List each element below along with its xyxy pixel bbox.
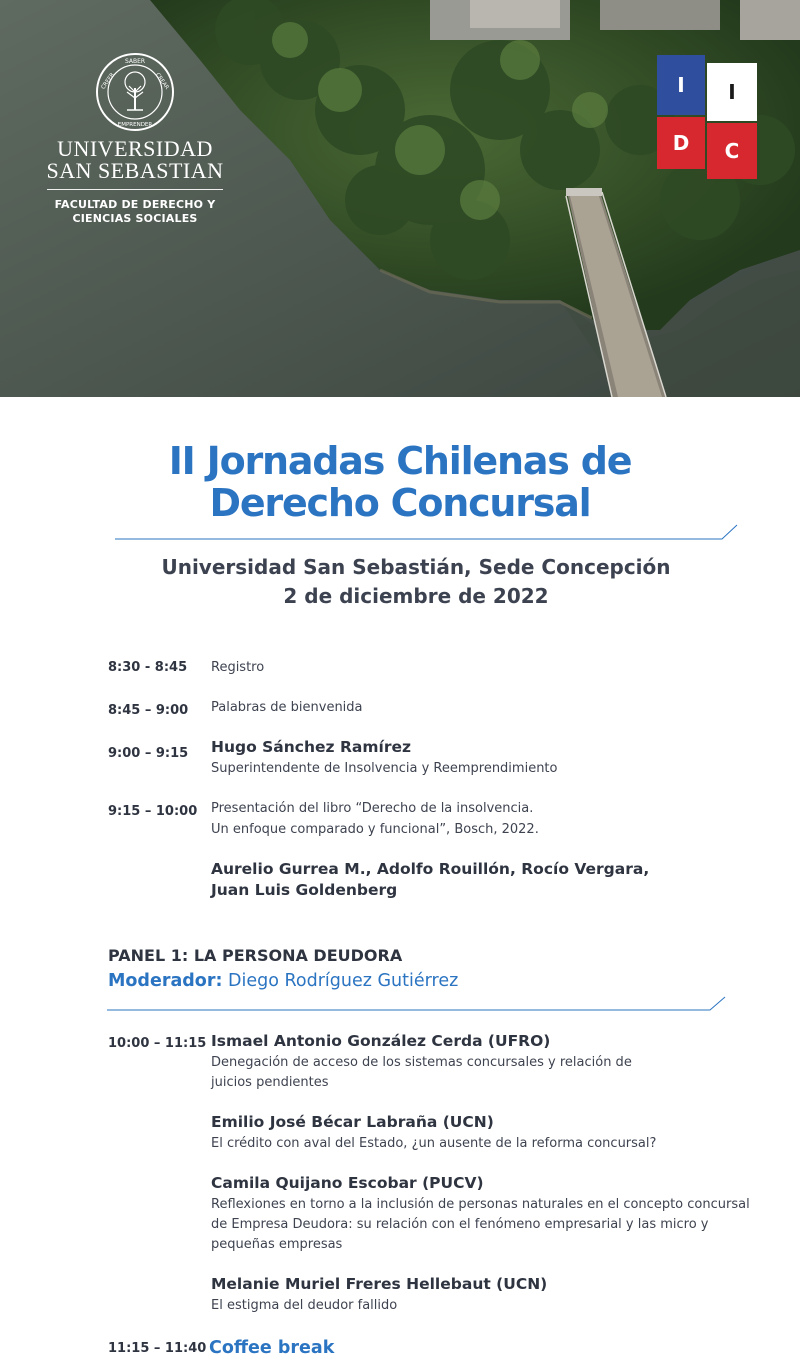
talk-title-line: El crédito con aval del Estado, ¿un ausente de la reforma concursal? bbox=[211, 1136, 657, 1151]
seal-word-creer: CREER bbox=[100, 72, 116, 91]
seal-word-emprender: EMPRENDER bbox=[117, 122, 153, 128]
event-venue-date bbox=[0, 553, 800, 611]
speaker-name: Hugo Sánchez Ramírez bbox=[211, 738, 411, 756]
moderator-label: Moderador: bbox=[108, 971, 223, 991]
speaker-name: Emilio José Bécar Labraña (UCN) bbox=[211, 1113, 494, 1131]
panel-time: 10:00 – 11:15 bbox=[108, 1036, 207, 1051]
talk-title-line: El estigma del deudor fallido bbox=[211, 1298, 398, 1313]
iidc-letter-i1: I bbox=[657, 55, 705, 115]
university-seal-icon bbox=[95, 52, 175, 132]
iidc-logo bbox=[657, 55, 757, 179]
schedule-time: 8:30 - 8:45 bbox=[108, 660, 188, 675]
speaker-role: Superintendente de Insolvencia y Reemprendimiento bbox=[211, 761, 558, 776]
university-name-line2: SAN SEBASTIAN bbox=[46, 158, 224, 183]
break-time: 11:15 – 11:40 bbox=[108, 1341, 207, 1356]
hero-photo bbox=[0, 0, 800, 397]
seal-word-saber: SABER bbox=[124, 58, 146, 65]
book-authors-line2: Juan Luis Goldenberg bbox=[211, 881, 398, 899]
speaker-name: Melanie Muriel Freres Hellebaut (UCN) bbox=[211, 1275, 548, 1293]
talk-title-line: Denegación de acceso de los sistemas concursales y relación de bbox=[211, 1055, 632, 1070]
panel-divider bbox=[107, 995, 729, 1013]
universidad-san-sebastian-logo bbox=[40, 52, 230, 226]
title-divider bbox=[115, 522, 740, 542]
event-date: 2 de diciembre de 2022 bbox=[283, 584, 549, 608]
schedule-time: 8:45 – 9:00 bbox=[108, 703, 189, 718]
faculty-line2: CIENCIAS SOCIALES bbox=[72, 212, 198, 225]
coffee-break-label: Coffee break bbox=[209, 1338, 335, 1358]
speaker-name: Ismael Antonio González Cerda (UFRO) bbox=[211, 1032, 551, 1050]
book-presentation-line2: Un enfoque comparado y funcional”, Bosch, 2022. bbox=[211, 822, 539, 837]
book-presentation-line1: Presentación del libro “Derecho de la insolvencia. bbox=[211, 801, 534, 816]
moderator-name: Diego Rodríguez Gutiérrez bbox=[228, 971, 459, 991]
talk-title-line: Reflexiones en torno a la inclusión de personas naturales en el concepto concursal bbox=[211, 1197, 750, 1212]
schedule-time: 9:15 – 10:00 bbox=[108, 804, 198, 819]
event-title-line2: Derecho Concursal bbox=[209, 481, 591, 525]
faculty-line1: FACULTAD DE DERECHO Y bbox=[54, 198, 216, 211]
schedule-time: 9:00 – 9:15 bbox=[108, 746, 189, 761]
speaker-name: Camila Quijano Escobar (PUCV) bbox=[211, 1174, 484, 1192]
talk-title-line: pequeñas empresas bbox=[211, 1237, 343, 1252]
event-title bbox=[0, 440, 800, 524]
event-venue: Universidad San Sebastián, Sede Concepción bbox=[161, 555, 671, 579]
iidc-letter-i2: I bbox=[707, 63, 757, 121]
panel-title: PANEL 1: LA PERSONA DEUDORA bbox=[108, 946, 403, 965]
iidc-letter-d: D bbox=[657, 117, 705, 169]
event-title-line1: II Jornadas Chilenas de bbox=[168, 439, 632, 483]
university-name-line1: UNIVERSIDAD bbox=[57, 136, 213, 161]
logo-divider bbox=[47, 189, 223, 190]
book-authors-line1: Aurelio Gurrea M., Adolfo Rouillón, Rocío Vergara, bbox=[211, 860, 650, 878]
talk-title-line: de Empresa Deudora: su relación con el fenómeno empresarial y las micro y bbox=[211, 1217, 709, 1232]
panel-moderator bbox=[108, 971, 458, 991]
schedule-description: Palabras de bienvenida bbox=[211, 700, 363, 715]
iidc-letter-c: C bbox=[707, 123, 757, 179]
schedule-description: Registro bbox=[211, 660, 265, 675]
seal-word-crear: CREAR bbox=[153, 72, 170, 91]
talk-title-line: juicios pendientes bbox=[211, 1075, 329, 1090]
